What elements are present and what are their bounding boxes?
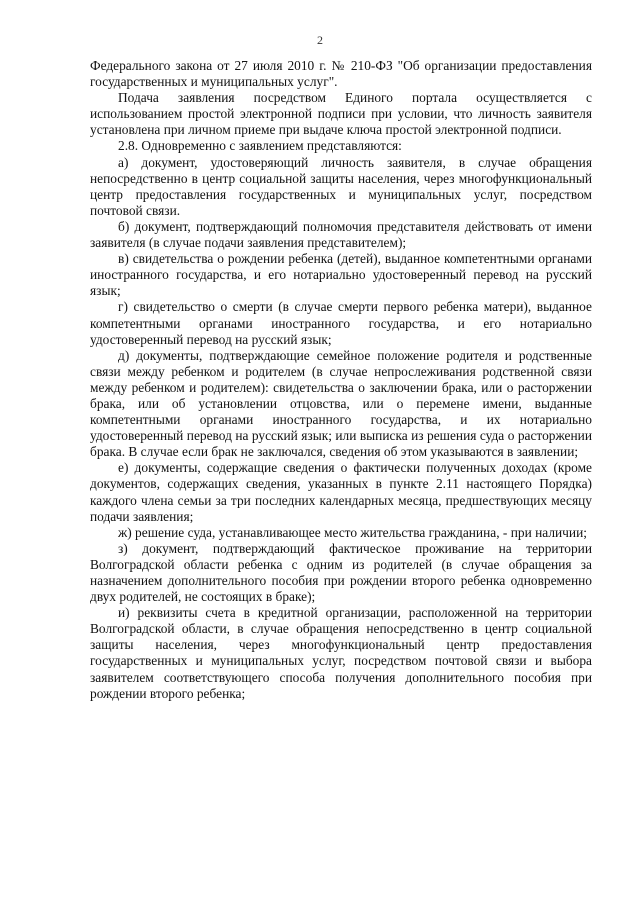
list-item-z: з) документ, подтверждающий фактическое проживание на территории Волгоградской области ребенка с одним из родителей (в случае обращения за назначением дополнительного пособия при рождении второго ребенка одновременно двух родителей, не состоящих в браке); <box>90 540 592 605</box>
list-item-zh: ж) решение суда, устанавливающее место жительства гражданина, - при наличии; <box>118 524 587 540</box>
list-item-a: а) документ, удостоверяющий личность заявителя, в случае обращения непосредственно в центр социальной защиты населения, через многофункциональный центр предоставления государственных и муниципальных услуг, посредством почтовой связи. <box>90 154 592 218</box>
page-number: 2 <box>317 33 323 47</box>
paragraph-section-2-8: 2.8. Одновременно с заявлением представляются: <box>118 138 402 154</box>
paragraph-portal-submission: Подача заявления посредством Единого портала осуществляется с использованием простой электронной подписи при условии, что личность заявителя установлена при личном приеме при выдаче ключа простой электронной подписи. <box>90 90 592 138</box>
list-item-e: е) документы, содержащие сведения о фактически полученных доходах (кроме документов, содержащих сведения, указанных в пункте 2.11 настоящего Порядка) каждого члена семьи за три последних календарных месяца, предшествующих месяцу подачи заявления; <box>90 460 592 524</box>
list-item-d: д) документы, подтверждающие семейное положение родителя и родственные связи между ребенком и родителем (в случае непрослеживания родственной связи между ребенком и родителем): свидетельства о заключении брака, или о расторжении брака, или об установлении отцовства, или о перемене имени, выданные компетентными органами иностранного государства, и их нотариально удостоверенный перевод на русский язык; или выписка из решения суда о расторжении брака. В случае если брак не заключался, сведения об этом указываются в заявлении; <box>90 347 592 460</box>
list-item-b: б) документ, подтверждающий полномочия представителя действовать от имени заявителя (в случае подачи заявления представителем); <box>90 218 592 251</box>
list-item-v: в) свидетельства о рождении ребенка (детей), выданное компетентными органами иностранного государства, и его нотариально удостоверенный перевод на русский язык; <box>90 251 592 299</box>
document-body <box>90 58 592 702</box>
paragraph-law-reference: Федерального закона от 27 июля 2010 г. № 210-ФЗ "Об организации предоставления государственных и муниципальных услуг". <box>90 58 592 90</box>
list-item-i: и) реквизиты счета в кредитной организации, расположенной на территории Волгоградской области, в случае обращения непосредственно в центр социальной защиты населения, через многофункциональный центр предоставления государственных и муниципальных услуг, посредством почтовой связи и выбора заявителем соответствующего способа получения дополнительного пособия при рождении второго ребенка; <box>90 605 592 701</box>
list-item-g: г) свидетельство о смерти (в случае смерти первого ребенка матери), выданное компетентными органами иностранного государства, и его нотариально удостоверенный перевод на русский язык; <box>90 299 592 347</box>
